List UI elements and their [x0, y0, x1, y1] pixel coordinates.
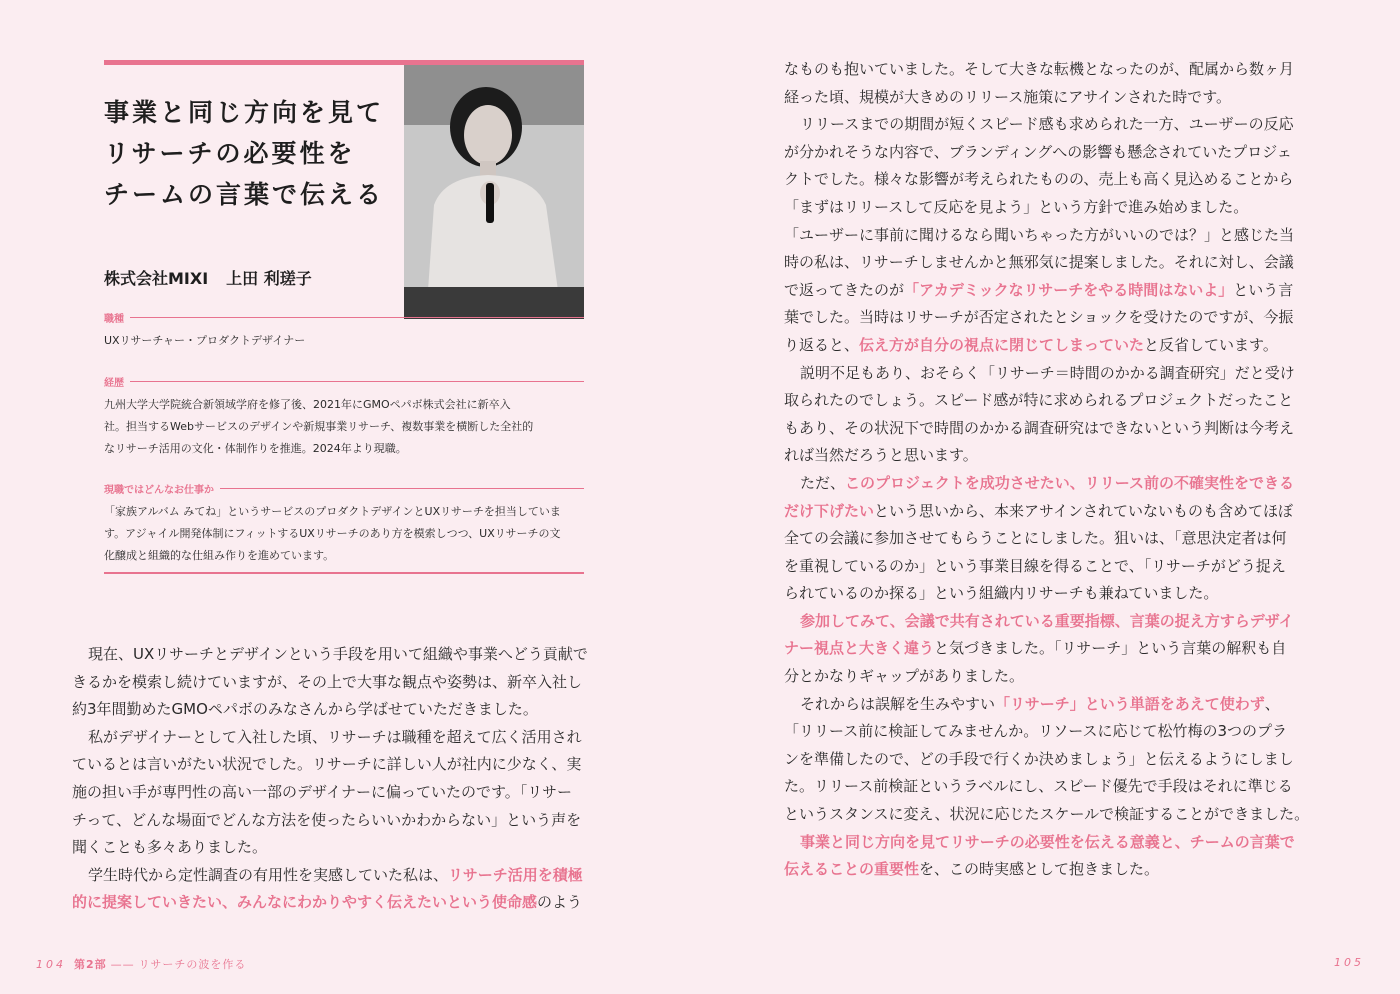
body-line [784, 470, 1344, 498]
body-line [72, 862, 617, 890]
body-line: なものも抱いていました。そして大きな転機となったのが、配属から数ヶ月 [784, 60, 1295, 78]
author-company: 株式会社MIXI [104, 269, 209, 288]
highlight-text: 的に提案していきたい、みんなにわかりやすく伝えたいという使命感 [72, 893, 538, 912]
highlight-text: ナー視点と大きく違う [784, 639, 935, 658]
section-text-line: 「家族アルバム みてね」というサービスのプロダクトデザインとUXリサーチを担当していま [104, 505, 561, 518]
body-line [784, 691, 1344, 719]
body-line: 葉でした。当時はリサーチが否定されたとショックを受けたのですが、今振 [784, 308, 1294, 327]
author-photo-image [404, 65, 584, 319]
body-line: きるかを模索し続けていますが、その上で大事な観点や姿勢は、新卒入社し [72, 672, 583, 691]
body-line: 約3年間勤めたGMOペパボのみなさんから学ばせていただきました。 [72, 700, 538, 719]
body-line: 聞くことも多々ありました。 [72, 838, 268, 857]
body-line: 「ユーザーに事前に聞けるなら聞いちゃった方がいいのでは？」と感じた当 [784, 225, 1295, 244]
highlight-text: だけ下げたい [784, 501, 875, 520]
body-text: 学生時代から定性調査の有用性を実感していた私は、 [88, 865, 449, 884]
highlight-line: 参加してみて、会議で共有されている重要指標、言葉の捉え方すらデザイ [800, 611, 1294, 630]
body-line: 経った頃、規模が大きめのリリース施策にアサインされた時です。 [784, 87, 1232, 106]
section-job-title [104, 310, 584, 352]
section-label: 職種 [104, 313, 124, 325]
body-line: リリースまでの期間が短くスピード感も求められた一方、ユーザーの反応 [800, 115, 1294, 134]
body-line [784, 635, 1344, 663]
highlight-text: 「リサーチ」という単語をあえて使わず [995, 694, 1265, 713]
section-text-line: 九州大学大学院統合新領域学府を修了後、2021年にGMOペパボ株式会社に新卒入 [104, 398, 511, 411]
body-line: 「リリース前に検証してみませんか。リソースに応じて松竹梅の3つのプラ [784, 722, 1288, 741]
body-line: た。リリース前検証というラベルにし、スピード優先で手段はそれに準じる [784, 777, 1293, 796]
body-line [72, 889, 617, 917]
section-text-line: UXリサーチャー・プロダクトデザイナー [104, 334, 306, 347]
title-line: チームの言葉で伝える [104, 180, 385, 209]
author-photo [404, 65, 584, 319]
body-text: という言 [1233, 280, 1294, 299]
article-title [104, 92, 404, 215]
body-line: を重視しているのか」という事業目線を得ることで、「リサーチがどう捉え [784, 556, 1286, 575]
section-name: リサーチの波を作る [138, 958, 247, 971]
highlight-text: リサーチ活用を積極 [448, 865, 583, 884]
bottom-rule [104, 572, 584, 574]
body-text: を、この時実感として抱きました。 [919, 860, 1160, 879]
section-divider [130, 317, 584, 318]
body-line: というスタンスに変え、状況に応じたスケールで検証することができました。 [784, 805, 1310, 824]
body-text: という思いから、本来アサインされていないものも含めてほぼ [874, 501, 1293, 520]
body-text: のよう [537, 893, 583, 912]
section-current-work [104, 481, 584, 567]
left-body-text [72, 641, 617, 917]
author-line [104, 266, 312, 289]
author-name: 上田 利瑳子 [226, 269, 312, 288]
body-line: ているとは言いがたい状況でした。リサーチに詳しい人が社内に少なく、実 [72, 755, 582, 774]
body-line: 現在、UXリサーチとデザインという手段を用いて組織や事業へどう貢献で [88, 645, 588, 663]
body-line: 分とかなりギャップがありました。 [784, 667, 1025, 686]
body-line: クトでした。様々な影響が考えられたものの、売上も高く見込めることから [784, 170, 1294, 189]
footer-left [36, 956, 246, 972]
body-line: られているのか探る」という組織内リサーチも兼ねていました。 [784, 584, 1219, 603]
highlight-text: このプロジェクトを成功させたい、リリース前の不確実性をできる [845, 473, 1294, 492]
body-line: 私がデザイナーとして入社した頃、リサーチは職種を超えて広く活用され [88, 727, 582, 746]
profile-card [104, 60, 584, 576]
body-line [784, 498, 1344, 526]
body-line: 全ての会議に参加させてもらうことにしました。狙いは、「意思決定者は何 [784, 529, 1287, 548]
body-line: 説明不足もあり、おそらく「リサーチ＝時間のかかる調査研究」だと受け [800, 363, 1295, 382]
body-line: 「まずはリリースして反応を見よう」という方針で進み始めました。 [784, 197, 1249, 216]
body-line: 取られたのでしょう。スピード感が特に求められるプロジェクトだったこと [784, 391, 1294, 410]
body-text: り返ると、 [784, 335, 860, 354]
highlight-line: 事業と同じ方向を見てリサーチの必要性を伝える意義と、チームの言葉で [800, 832, 1295, 851]
highlight-text: 伝えることの重要性 [784, 860, 920, 879]
section-text-line: す。アジャイル開発体制にフィットするUXリサーチのあり方を模索しつつ、UXリサーチの文 [104, 527, 561, 540]
section-career [104, 374, 584, 460]
body-line: ンを準備したので、どの手段で行くか決めましょう」と伝えるようにしまし [784, 749, 1294, 768]
section-label: 現職ではどんなお仕事か [104, 484, 214, 496]
section-label: 経歴 [104, 377, 124, 389]
body-text: と気づきました。「リサーチ」という言葉の解釈も自 [934, 639, 1287, 658]
body-line: れば当然だろうと思います。 [784, 446, 978, 465]
body-text: で返ってきたのが [784, 280, 905, 299]
body-line: 時の私は、リサーチしませんかと無邪気に提案しました。それに対し、会議 [784, 253, 1294, 272]
body-line: 施の担い手が専門性の高い一部のデザイナーに偏っていたのです。「リサー [72, 782, 572, 801]
body-line [784, 277, 1344, 305]
right-body-text [784, 56, 1344, 884]
title-line: 事業と同じ方向を見て [104, 98, 385, 127]
body-text: ただ、 [800, 473, 846, 492]
section-divider [130, 381, 584, 382]
body-line: チって、どんな場面でどんな方法を使ったらいいかわからない」という声を [72, 810, 582, 829]
highlight-text: 伝え方が自分の視点に閉じてしまっていた [859, 335, 1145, 354]
section-text-line: 化醸成と組織的な仕組み作りを進めています。 [104, 549, 335, 562]
body-line: もあり、その状況下で時間のかかる調査研究はできないという判断は今考え [784, 418, 1295, 437]
right-page [700, 0, 1400, 994]
body-line: が分かれそうな内容で、ブランディングへの影響も懸念されていたプロジェ [784, 142, 1292, 161]
body-line [784, 332, 1344, 360]
highlight-text: 「アカデミックなリサーチをやる時間はないよ」 [904, 280, 1234, 299]
page-number-right: 105 [1334, 956, 1364, 969]
body-text: と反省しています。 [1144, 335, 1278, 354]
section-divider [220, 488, 584, 489]
title-line: リサーチの必要性を [104, 139, 356, 168]
part-label: 第2部 [74, 958, 107, 971]
body-line [784, 856, 1344, 884]
section-text-line: なリサーチ活用の文化・体制作りを推進。2024年より現職。 [104, 442, 407, 455]
body-text: 、 [1264, 694, 1280, 713]
body-text: それからは誤解を生みやすい [800, 694, 996, 713]
section-text-line: 社。担当するWebサービスのデザインや新規事業リサーチ、複数事業を横断した全社的 [104, 420, 534, 433]
page-number: 104 [36, 958, 66, 971]
footer-separator: —— [110, 958, 135, 971]
